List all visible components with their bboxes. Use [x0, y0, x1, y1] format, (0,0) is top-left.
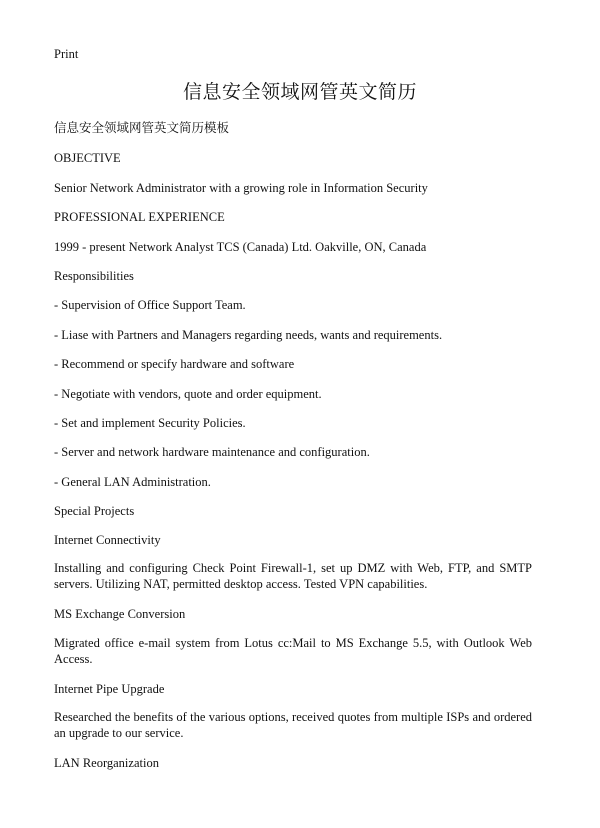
project-name: MS Exchange Conversion [54, 607, 186, 621]
project-name: Internet Connectivity [54, 533, 161, 547]
responsibility-item: - Negotiate with vendors, quote and order equipment. [54, 387, 322, 401]
project-description: Researched the benefits of the various options, received quotes from multiple ISPs and ordered an upgrade to our service. [54, 710, 532, 740]
special-projects-heading: Special Projects [54, 504, 135, 518]
responsibility-item: - Recommend or specify hardware and software [54, 357, 295, 371]
page-title: 信息安全领域网管英文简历 [182, 81, 417, 103]
lan-reorganization-heading: LAN Reorganization [54, 756, 159, 770]
project-name: Internet Pipe Upgrade [54, 682, 165, 696]
responsibility-item: - Liase with Partners and Managers regarding needs, wants and requirements. [54, 328, 443, 342]
project-description: Migrated office e-mail system from Lotus cc:Mail to MS Exchange 5.5, with Outlook Web Access. [54, 636, 532, 666]
objective-heading: OBJECTIVE [54, 151, 121, 165]
responsibility-item: - Supervision of Office Support Team. [54, 298, 246, 312]
responsibility-item: - Set and implement Security Policies. [54, 416, 246, 430]
objective-text: Senior Network Administrator with a growing role in Information Security [54, 181, 428, 195]
subtitle: 信息安全领域网管英文简历模板 [54, 120, 230, 135]
print-link[interactable]: Print [54, 47, 79, 61]
responsibilities-heading: Responsibilities [54, 269, 134, 283]
responsibility-item: - Server and network hardware maintenance and configuration. [54, 445, 370, 459]
project-description: Installing and configuring Check Point Firewall-1, set up DMZ with Web, FTP, and SMTP servers. Utilizing NAT, permitted desktop access. Tested VPN capabilities. [54, 561, 532, 591]
experience-heading: PROFESSIONAL EXPERIENCE [54, 210, 225, 224]
responsibility-item: - General LAN Administration. [54, 475, 211, 489]
job-line: 1999 - present Network Analyst TCS (Canada) Ltd. Oakville, ON, Canada [54, 240, 427, 254]
